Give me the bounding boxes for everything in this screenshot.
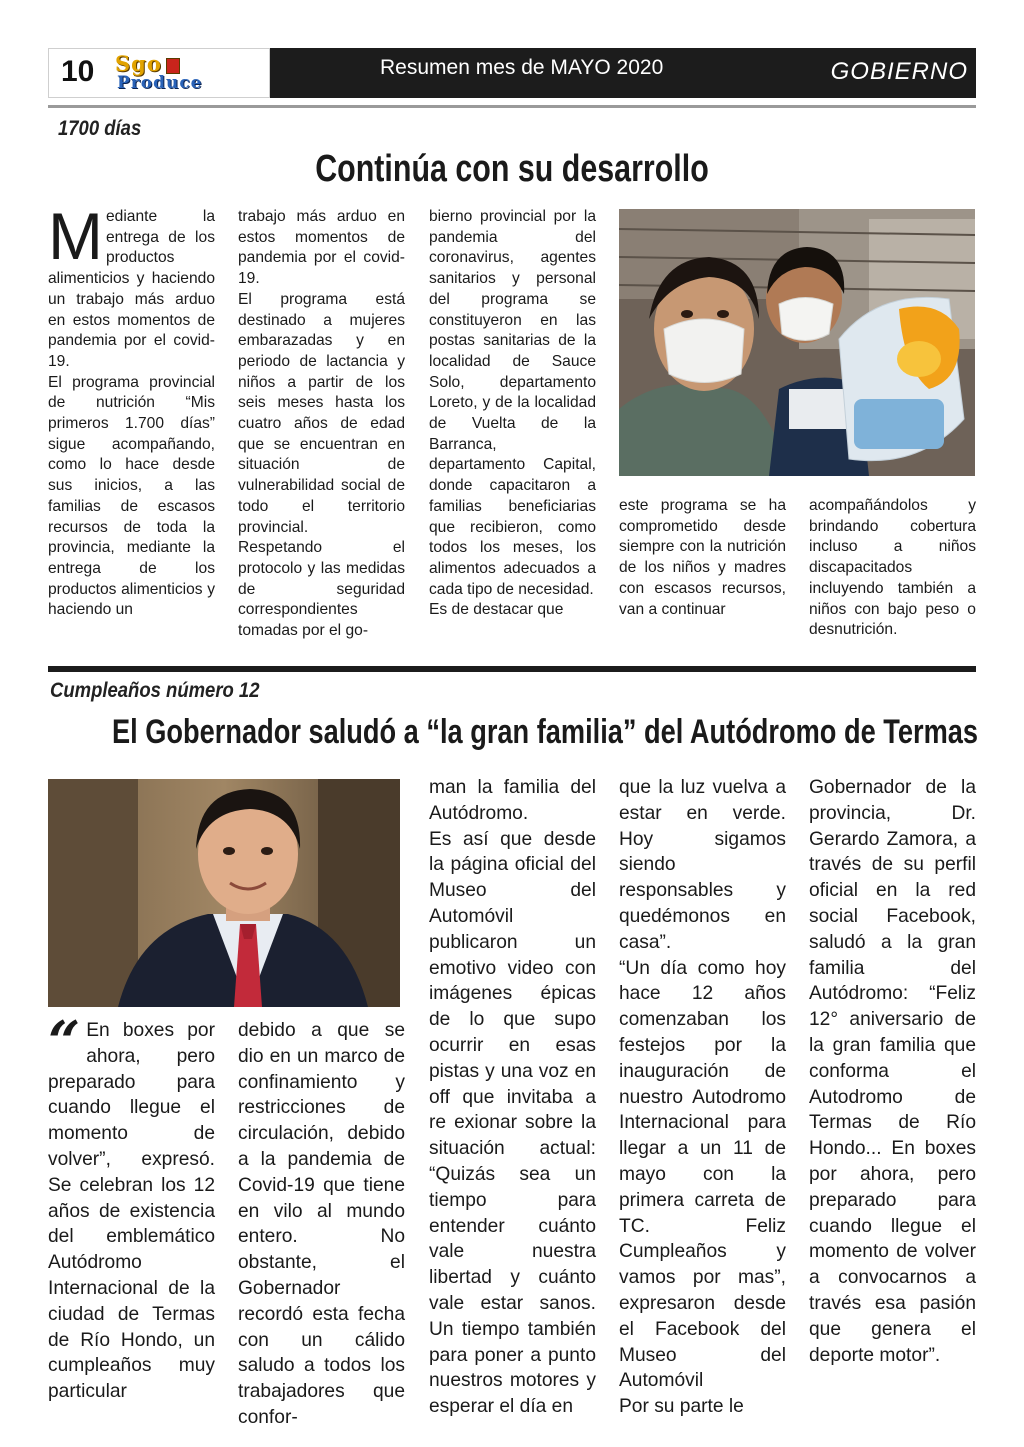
article-column-4 (619, 496, 786, 620)
article-column-2 (238, 207, 405, 642)
logo-word-produce: Produce (117, 73, 203, 93)
drop-cap: M (48, 199, 103, 273)
paragraph: ediante la entrega de los productos alimenticios y haciendo un trabajo más arduo en estos momentos de pandemia por el covid-19. (48, 208, 215, 370)
paragraph: Gobernador de la provincia, Dr. Gerardo Zamora, a través de su perfil oficial en la red social Facebook, saludó a la gran familia del Autódromo: “Feliz 12° aniversario de la gran familia que conforma el Autodromo de Termas de Río Hondo... En boxes por ahora, pero preparado para cuando llegue el momento de volver a convocarnos a través esa pasión que genera el deporte motor”. (809, 777, 976, 1366)
article-headline: El Gobernador saludó a “la gran familia” del Autódromo de Termas (112, 713, 979, 751)
paragraph: trabajo más arduo en estos momentos de pandemia por el covid-19. (238, 208, 405, 288)
quote-mark: “ (48, 1009, 81, 1075)
paragraph: Es así que desde la página oficial del Museo del Automóvil publicaron un emotivo video con imágenes épicas de lo que supo ocurrir en esas pistas y una voz en off que invitaba a re exionar sobre la situación actual: “Quizás sea un tiempo para entender cuánto vale nuestra libertad y cuánto vale estar sanos. Un tiempo también para poner a punto nuestros motores y esperar el día en (429, 828, 596, 1418)
photo-woman-and-child-with-masks (619, 209, 975, 476)
paragraph: Es de destacar que (429, 601, 564, 619)
header-rule (48, 105, 976, 108)
page-number: 10 (61, 55, 95, 88)
article-divider (48, 666, 976, 672)
paragraph: En boxes por ahora, pero preparado para cuando llegue el momento de volver”, expresó. Se celebran los 12 años de existencia del emblemático Autódromo Internacional de la ciudad de Termas de Río Hondo, un cumpleaños muy particular (48, 1020, 215, 1403)
photo-governor-portrait (48, 779, 400, 1007)
logo-word-sgo: Sgo (115, 51, 162, 76)
header-page-block (48, 48, 270, 98)
article-column-3 (429, 775, 596, 1420)
article-column-4 (619, 775, 786, 1420)
article-column-5 (809, 496, 976, 641)
section-name: GOBIERNO (830, 58, 968, 85)
paragraph: El programa está destinado a mujeres embarazadas y en periodo de lactancia y niños a partir de los seis meses hasta los cuatro años de edad que se encuentran en situación de vulnerabilidad social de todo el territorio provincial. (238, 290, 405, 536)
article-column-3 (429, 207, 596, 621)
article-headline: Continúa con su desarrollo (315, 148, 709, 190)
paragraph: El programa provincial de nutrición “Mis primeros 1.700 días” sigue acompañando, como lo hace desde sus inicios, a las familias de escasos recursos de toda la provincia, mediante la entrega de los productos alimenticios y haciendo un (48, 373, 215, 619)
article-column-2 (238, 1018, 405, 1431)
paragraph: Por su parte le (619, 1396, 744, 1418)
article-column-1 (48, 199, 215, 621)
article-column-1 (48, 1009, 215, 1405)
article-kicker: Cumpleaños número 12 (50, 679, 260, 702)
paragraph: debido a que se dio en un marco de confinamiento y restricciones de circulación, debido a la pandemia de Covid-19 que tiene en vilo al mundo entero. No obstante, el Gobernador recordó esta fecha con un cálido saludo a todos los trabajadores que confor- (238, 1020, 405, 1428)
paragraph: que la luz vuelva a estar en verde. Hoy sigamos siendo responsables y quedémonos en casa”. (619, 777, 786, 953)
paragraph: bierno provincial por la pandemia del coronavirus, agentes sanitarios y personal del programa se constituyeron en las postas sanitarias de la localidad de Sauce Solo, departamento Loreto, y de la localidad de Vuelta de la Barranca, departamento Capital, donde capacitaron a familias beneficiarias que recibieron, como todos los meses, los alimentos adecuados a cada tipo de necesidad. (429, 208, 596, 598)
paragraph: “Un día como hoy hace 12 años comenzaban los festejos por la inauguración de nuestro Autodromo Internacional para llegar a un 11 de mayo con la primera carreta de TC. Feliz Cumpleaños y vamos por mas”, expresaron desde el Facebook del Museo del Automóvil (619, 957, 786, 1392)
paragraph: man la familia del Autódromo. (429, 777, 596, 824)
paragraph: acompañándolos y brindando cobertura incluso a niños discapacitados incluyendo también a niños con bajo peso o desnutrición. (809, 497, 976, 639)
flag-icon (166, 58, 180, 74)
article-kicker: 1700 días (58, 117, 142, 140)
sgo-produce-logo (115, 53, 265, 95)
header-bar (270, 48, 976, 98)
issue-date: Resumen mes de MAYO 2020 (380, 56, 664, 79)
paragraph: Respetando el protocolo y las medidas de seguridad correspondientes tomadas por el go- (238, 539, 405, 640)
paragraph: este programa se ha comprometido desde siempre con la nutrición de los niños y madres con escasos recursos, van a continuar (619, 497, 786, 618)
article-column-5 (809, 775, 976, 1368)
